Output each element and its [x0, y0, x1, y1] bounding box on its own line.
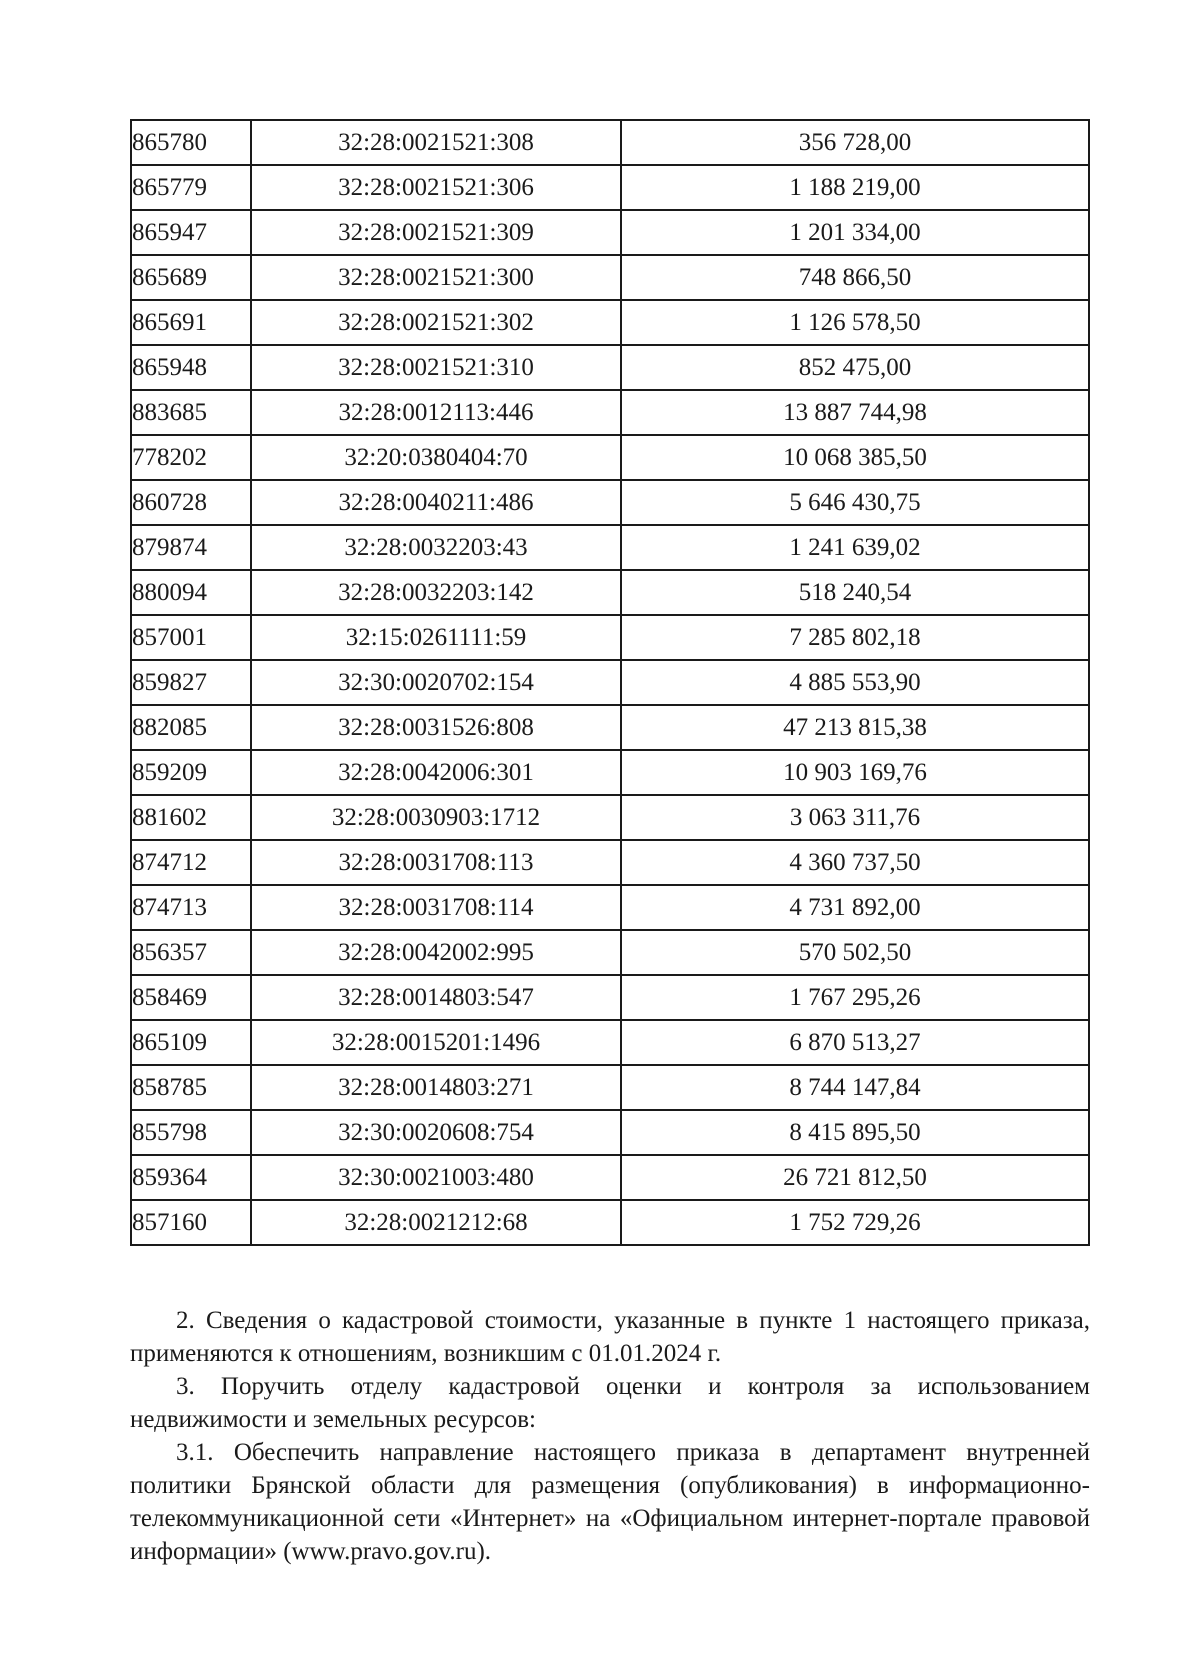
table-row: [131, 660, 1089, 705]
cadastral-value-cell: 4 885 553,90: [621, 660, 1089, 705]
row-id-cell: 857001: [131, 615, 251, 660]
cadastral-value-cell: 1 767 295,26: [621, 975, 1089, 1020]
table-row: [131, 615, 1089, 660]
cadastral-value-cell: 1 241 639,02: [621, 525, 1089, 570]
table-row: [131, 1065, 1089, 1110]
cadastral-number-cell: 32:28:0014803:271: [251, 1065, 621, 1110]
row-id-cell: 857160: [131, 1200, 251, 1245]
table-row: [131, 120, 1089, 165]
row-id-cell: 859827: [131, 660, 251, 705]
cadastral-number-cell: 32:28:0031708:114: [251, 885, 621, 930]
table-row: [131, 1155, 1089, 1200]
cadastral-value-cell: 570 502,50: [621, 930, 1089, 975]
cadastral-value-cell: 356 728,00: [621, 120, 1089, 165]
cadastral-value-cell: 10 068 385,50: [621, 435, 1089, 480]
cadastral-value-cell: 8 415 895,50: [621, 1110, 1089, 1155]
cadastral-number-cell: 32:28:0021521:308: [251, 120, 621, 165]
cadastral-value-cell: 1 752 729,26: [621, 1200, 1089, 1245]
cadastral-value-cell: 1 126 578,50: [621, 300, 1089, 345]
row-id-cell: 865689: [131, 255, 251, 300]
cadastral-number-cell: 32:28:0012113:446: [251, 390, 621, 435]
table-row: [131, 1200, 1089, 1245]
cadastral-number-cell: 32:30:0021003:480: [251, 1155, 621, 1200]
cadastral-value-cell: 7 285 802,18: [621, 615, 1089, 660]
row-id-cell: 860728: [131, 480, 251, 525]
table-row: [131, 435, 1089, 480]
table-row: [131, 255, 1089, 300]
row-id-cell: 874713: [131, 885, 251, 930]
cadastral-number-cell: 32:28:0021521:302: [251, 300, 621, 345]
cadastral-number-cell: 32:28:0031708:113: [251, 840, 621, 885]
table-row: [131, 705, 1089, 750]
paragraph-2: 2. Сведения о кадастровой стоимости, указанные в пункте 1 настоящего приказа, применяются к отношениям, возникшим с 01.01.2024 г.: [130, 1307, 1090, 1367]
cadastral-number-cell: 32:20:0380404:70: [251, 435, 621, 480]
paragraph-3-1: 3.1. Обеспечить направление настоящего приказа в департамент внутренней политики Брянской области для размещения (опубликования) в информационно-телекоммуникационной сети «Интернет» на «Официальном интернет-портале правовой информации» (www.pravo.gov.ru).: [130, 1439, 1090, 1565]
cadastral-value-cell: 3 063 311,76: [621, 795, 1089, 840]
table-body: [131, 120, 1089, 1245]
table-row: [131, 795, 1089, 840]
cadastral-number-cell: 32:28:0040211:486: [251, 480, 621, 525]
cadastral-value-table: [130, 119, 1090, 1246]
cadastral-number-cell: 32:28:0021521:300: [251, 255, 621, 300]
row-id-cell: 883685: [131, 390, 251, 435]
table-row: [131, 390, 1089, 435]
row-id-cell: 881602: [131, 795, 251, 840]
cadastral-number-cell: 32:28:0032203:142: [251, 570, 621, 615]
cadastral-value-cell: 852 475,00: [621, 345, 1089, 390]
table-row: [131, 930, 1089, 975]
paragraph-3: 3. Поручить отделу кадастровой оценки и контроля за использованием недвижимости и земельных ресурсов:: [130, 1373, 1090, 1433]
cadastral-value-cell: 1 188 219,00: [621, 165, 1089, 210]
cadastral-number-cell: 32:28:0042006:301: [251, 750, 621, 795]
row-id-cell: 865947: [131, 210, 251, 255]
row-id-cell: 880094: [131, 570, 251, 615]
cadastral-value-cell: 26 721 812,50: [621, 1155, 1089, 1200]
row-id-cell: 858469: [131, 975, 251, 1020]
cadastral-number-cell: 32:15:0261111:59: [251, 615, 621, 660]
cadastral-value-cell: 47 213 815,38: [621, 705, 1089, 750]
cadastral-value-cell: 518 240,54: [621, 570, 1089, 615]
row-id-cell: 778202: [131, 435, 251, 480]
table-row: [131, 480, 1089, 525]
cadastral-number-cell: 32:28:0032203:43: [251, 525, 621, 570]
row-id-cell: 865780: [131, 120, 251, 165]
table-row: [131, 885, 1089, 930]
cadastral-number-cell: 32:28:0015201:1496: [251, 1020, 621, 1065]
cadastral-value-cell: 13 887 744,98: [621, 390, 1089, 435]
cadastral-value-cell: 10 903 169,76: [621, 750, 1089, 795]
cadastral-number-cell: 32:28:0021212:68: [251, 1200, 621, 1245]
row-id-cell: 882085: [131, 705, 251, 750]
row-id-cell: 865779: [131, 165, 251, 210]
row-id-cell: 874712: [131, 840, 251, 885]
row-id-cell: 865948: [131, 345, 251, 390]
cadastral-value-cell: 1 201 334,00: [621, 210, 1089, 255]
row-id-cell: 858785: [131, 1065, 251, 1110]
cadastral-value-cell: 4 360 737,50: [621, 840, 1089, 885]
row-id-cell: 865691: [131, 300, 251, 345]
table-row: [131, 165, 1089, 210]
order-text: [130, 1304, 1090, 1568]
row-id-cell: 856357: [131, 930, 251, 975]
cadastral-value-cell: 4 731 892,00: [621, 885, 1089, 930]
cadastral-number-cell: 32:28:0021521:306: [251, 165, 621, 210]
cadastral-number-cell: 32:30:0020608:754: [251, 1110, 621, 1155]
table-row: [131, 1110, 1089, 1155]
table-row: [131, 840, 1089, 885]
cadastral-value-cell: 8 744 147,84: [621, 1065, 1089, 1110]
row-id-cell: 859364: [131, 1155, 251, 1200]
cadastral-number-cell: 32:28:0021521:309: [251, 210, 621, 255]
row-id-cell: 855798: [131, 1110, 251, 1155]
table-row: [131, 210, 1089, 255]
cadastral-number-cell: 32:30:0020702:154: [251, 660, 621, 705]
table-row: [131, 975, 1089, 1020]
table-row: [131, 525, 1089, 570]
row-id-cell: 879874: [131, 525, 251, 570]
table-row: [131, 570, 1089, 615]
cadastral-number-cell: 32:28:0030903:1712: [251, 795, 621, 840]
table-row: [131, 1020, 1089, 1065]
table-row: [131, 750, 1089, 795]
cadastral-value-cell: 748 866,50: [621, 255, 1089, 300]
row-id-cell: 859209: [131, 750, 251, 795]
table-row: [131, 345, 1089, 390]
cadastral-number-cell: 32:28:0031526:808: [251, 705, 621, 750]
cadastral-number-cell: 32:28:0042002:995: [251, 930, 621, 975]
cadastral-value-cell: 6 870 513,27: [621, 1020, 1089, 1065]
table-row: [131, 300, 1089, 345]
cadastral-number-cell: 32:28:0014803:547: [251, 975, 621, 1020]
row-id-cell: 865109: [131, 1020, 251, 1065]
cadastral-value-cell: 5 646 430,75: [621, 480, 1089, 525]
cadastral-number-cell: 32:28:0021521:310: [251, 345, 621, 390]
